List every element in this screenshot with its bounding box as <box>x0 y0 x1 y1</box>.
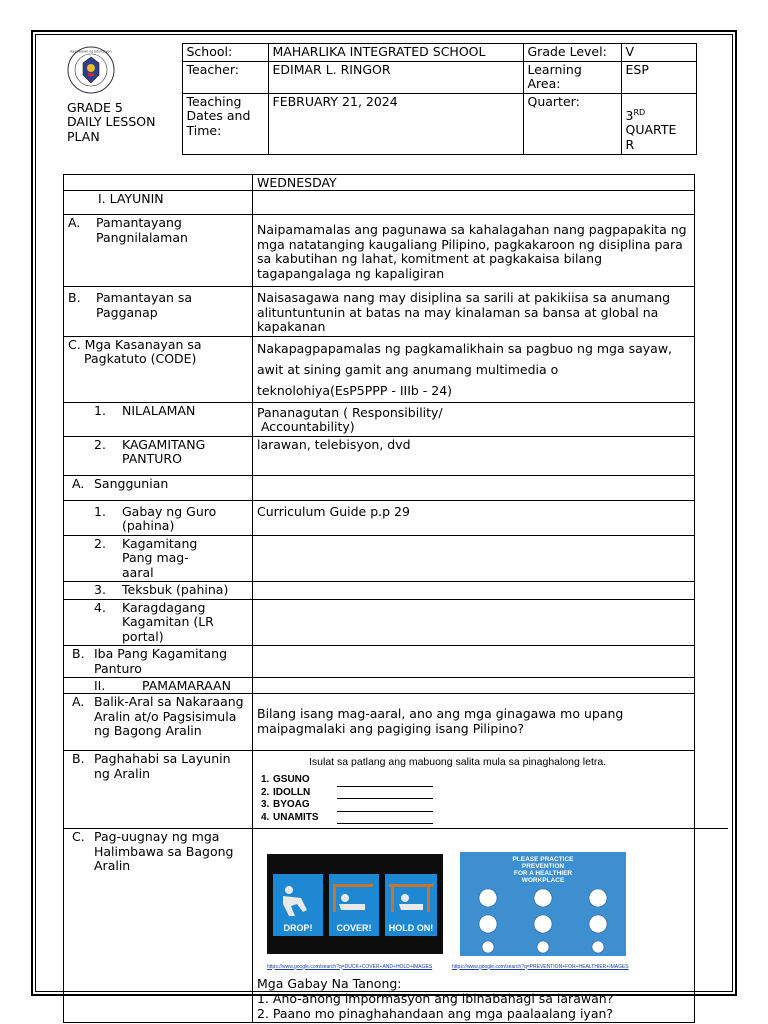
pamamaraan-heading: II. PAMAMARAAN <box>64 678 253 694</box>
sanitize-icon <box>479 915 497 933</box>
hold-on-label: HOLD ON! <box>388 922 434 933</box>
grade-level-value: V <box>621 44 696 62</box>
poster-title-line: WORKPLACE <box>521 876 565 884</box>
grade-label: GRADE 5 DAILY LESSON PLAN <box>67 99 156 144</box>
exercise-item: 2. IDOLLN <box>261 787 433 800</box>
sanggunian-label: A. Sanggunian <box>64 475 253 500</box>
distance-icon <box>589 889 607 907</box>
dates-label: Teaching Dates and Time: <box>182 93 268 154</box>
clean-icon <box>589 915 607 933</box>
guide-question: 2. Paano mo pinaghahandaan ang mga paalaalang iyan? <box>257 1005 614 1021</box>
learning-area-value: ESP <box>621 61 696 93</box>
exercise-item: 3. BYOAG <box>261 799 433 812</box>
avoid-touch-icon <box>592 941 604 953</box>
answer-blank <box>337 777 433 787</box>
drop-label: DROP! <box>283 922 313 933</box>
logo-cell <box>63 44 182 155</box>
doctor-icon <box>482 941 494 953</box>
image-source-link-2[interactable]: https://www.google.com/search?q=PREVENTION+FOR+HEALTHIER+IMAGES <box>452 963 629 970</box>
paghahabi-label: B. Paghahabi sa Layunin ng Aralin <box>64 751 253 829</box>
pamantayang-pangnilalaman-value: Naipamamalas ang pagunawa sa kahalagahan nang pagpapakita ng mga natatanging kaugaliang Pilipino, pagkakaroon ng disiplina para sa kabutihan ng lahat, komitment at pagkakaisa bilang tagapangalaga ng kapaligiran <box>253 215 695 287</box>
answer-blank <box>337 802 433 812</box>
cover-label: COVER! <box>336 922 372 933</box>
cough-icon <box>534 915 552 933</box>
header-table <box>63 43 697 155</box>
exercise-item: 4. UNAMITS <box>261 812 433 825</box>
prevention-poster-image <box>460 852 626 956</box>
poster-title-line: FOR A HEALTHIER <box>513 869 573 877</box>
deped-seal-logo <box>67 46 115 94</box>
pamantayan-sa-pagganap-label: B. Pamantayan sa Pagganap <box>64 287 253 337</box>
exercise-instruction: Isulat sa patlang ang mabuong salita mula sa pinaghalong letra. <box>309 756 607 768</box>
drop-cover-hold-on-image <box>267 854 443 954</box>
guide-questions <box>257 976 690 1021</box>
answer-blank <box>337 814 433 824</box>
nilalaman-label: 1. NILALAMAN <box>64 402 253 436</box>
teksbuk-label: 3. Teksbuk (pahina) <box>64 582 253 600</box>
quarter-value: 3RD QUARTE R <box>621 93 696 154</box>
pamantayang-pangnilalaman-label: A. Pamantayang Pangnilalaman <box>64 215 253 287</box>
kagamitang-panturo-value: larawan, telebisyon, dvd <box>253 436 695 475</box>
pag-uugnay-label: C. Pag-uugnay ng mga Halimbawa sa Bagong Aralin <box>64 829 253 1023</box>
exercise-item: 1. GSUNO <box>261 774 433 787</box>
exercise-list <box>261 774 433 824</box>
karagdagang-kagamitan-label: 4. Karagdagang Kagamitan (LR portal) <box>64 599 253 646</box>
mask-icon <box>534 889 552 907</box>
teacher-label: Teacher: <box>182 61 268 93</box>
word-exercise <box>253 751 695 829</box>
school-value: MAHARLIKA INTEGRATED SCHOOL <box>268 44 523 62</box>
stay-home-icon <box>537 941 549 953</box>
guide-title: Mga Gabay Na Tanong: <box>257 975 402 991</box>
handwash-icon <box>479 889 497 907</box>
layunin-heading: I. LAYUNIN <box>64 191 253 215</box>
kagamitang-pang-mag-aaral-label: 2. Kagamitang Pang mag-aaral <box>64 535 253 582</box>
quarter-label: Quarter: <box>523 93 621 154</box>
kagamitang-panturo-label: 2. KAGAMITANG PANTURO <box>64 436 253 475</box>
balik-aral-label: A. Balik-Aral sa Nakaraang Aralin at/o Pagsisimula ng Bagong Aralin <box>64 694 253 751</box>
pamantayan-sa-pagganap-value: Naisasagawa nang may disiplina sa sarili at pakikiisa sa anumang alituntuntunin at batas na may kinalaman sa bansa at global na kapakanan <box>253 287 695 337</box>
iba-pang-kagamitan-label: B. Iba Pang Kagamitang Panturo <box>64 646 253 678</box>
school-label: School: <box>182 44 268 62</box>
gabay-ng-guro-label: 1. Gabay ng Guro (pahina) <box>64 500 253 535</box>
image-source-link-1[interactable]: https://www.google.com/search?q=DUCK+COVER+AND+HOLD+IMAGES <box>267 963 433 970</box>
balik-aral-value: Bilang isang mag-aaral, ano ang mga ginagawa mo upang maipagmalaki ang pagiging isang Pilipino? <box>253 694 695 751</box>
poster-title-line: PLEASE PRACTICE <box>512 855 574 863</box>
answer-blank <box>337 789 433 799</box>
teacher-value: EDIMAR L. RINGOR <box>268 61 523 93</box>
dates-value: FEBRUARY 21, 2024 <box>268 93 523 154</box>
logo-caption: Kagawaran ng Edukasyon <box>70 49 112 53</box>
grade-level-label: Grade Level: <box>523 44 621 62</box>
lesson-plan-table <box>63 174 695 1023</box>
gabay-ng-guro-value: Curriculum Guide p.p 29 <box>253 500 695 535</box>
blank-cell <box>64 175 253 191</box>
guide-question: 1. Ano-anong impormasyon ang ibinabahagi sa larawan? <box>257 990 614 1006</box>
learning-area-label: Learning Area: <box>523 61 621 93</box>
mga-kasanayan-label: C. Mga Kasanayan sa Pagkatuto (CODE) <box>64 336 253 402</box>
poster-title-line: PREVENTION <box>521 862 565 870</box>
pag-uugnay-content <box>253 829 695 1023</box>
nilalaman-value: Pananagutan ( Responsibility/ Accountability) <box>253 402 695 436</box>
day-header: WEDNESDAY <box>253 175 695 191</box>
mga-kasanayan-value: Nakapagpapamalas ng pagkamalikhain sa pagbuo ng mga sayaw, awit at sining gamit ang anumang multimedia o teknolohiya(EsP5PPP - IIIb - 24) <box>253 336 695 402</box>
